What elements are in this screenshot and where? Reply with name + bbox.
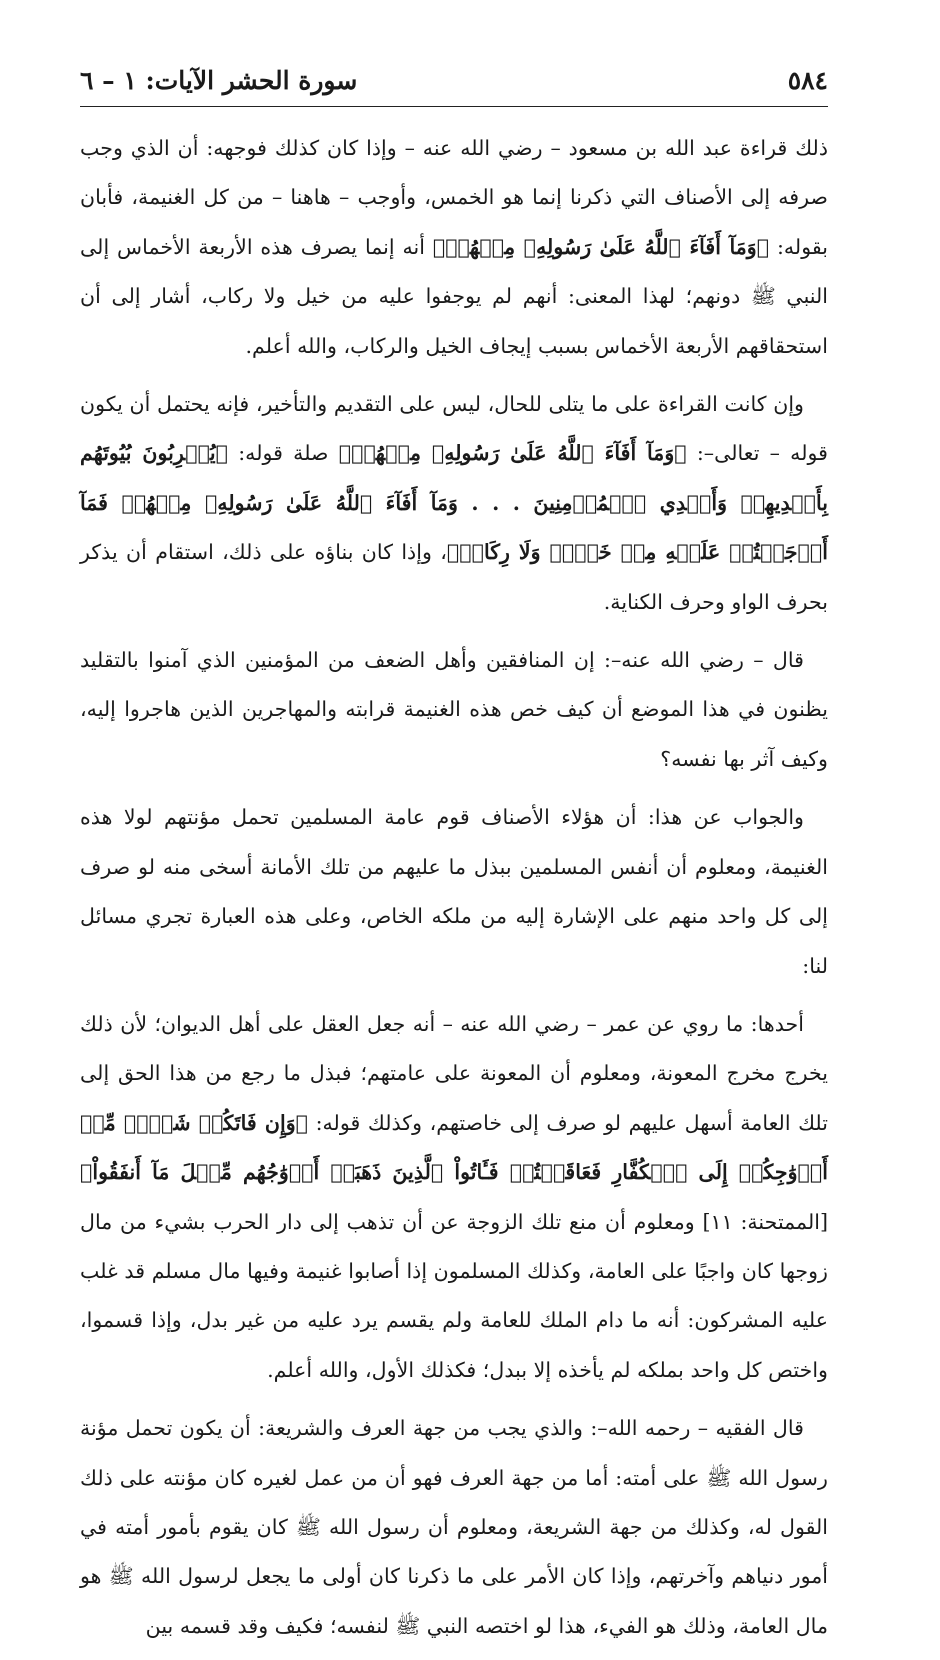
paragraph-text: قال الفقيه – رحمه الله–: والذي يجب من جهة العرف والشريعة: أن يكون تحمل مؤنة رسول الله ﷺ على أمته: أما من جهة العرف فهو أن من عمل لغيره كان مؤنته على ذلك القول له، وكذلك من جهة الشريعة، ومعلوم أن رسول الله ﷺ كان يقوم بأمور أمته في أمور دنياهم وآخرتهم، وإذا كان الأمر على ما ذكرنا كان أولى ما يجعل لرسول الله ﷺ هو مال العامة، وذلك هو الفيء، هذا لو اختصه النبي ﷺ لنفسه؛ فكيف وقد قسمه بين — [80, 1416, 828, 1638]
paragraph-text: وإن كانت القراءة على ما يتلى للحال، ليس على التقديم والتأخير، فإنه يحتمل أن يكون قوله – تعالى–: — [80, 392, 828, 466]
paragraph-text: والجواب عن هذا: أن هؤلاء الأصناف قوم عامة المسلمين تحمل مؤنتهم لولا هذه الغنيمة، ومعلوم أن أنفس المسلمين ببذل ما عليهم من تلك الأمانة أسخى منه لو صرف إلى كل واحد منهم على الإشارة إليه من ملكه الخاص، وعلى هذه العبارة تجري مسائل لنا: — [80, 805, 828, 978]
paragraph — [80, 124, 828, 371]
paragraph-text: [الممتحنة: ١١] ومعلوم أن منع تلك الزوجة عن أن تذهب إلى دار الحرب بشيء من مال زوجها كان واجبًا على العامة، وكذلك المسلمون إذا أصابوا غنيمة وفيها مال مسلم قد غلب عليه المشركون: أنه ما دام الملك للعامة ولم يقسم يرد عليه من غير بدل، وإذا قسموا، واختص كل واحد بملكه لم يأخذه إلا ببدل؛ فكذلك الأول، والله أعلم. — [80, 1209, 828, 1382]
quran-quote: ﴿وَمَآ أَفَآءَ ٱللَّهُ عَلَىٰ رَسُولِهِۦ مِنۡهُمۡ﴾ — [432, 234, 770, 259]
quran-quote: ﴿يُخۡرِبُونَ بُيُوتَهُم بِأَيۡدِيهِمۡ وَأَيۡدِي ٱلۡمُؤۡمِنِينَ . . . وَمَآ أَفَآءَ ٱللَّهُ عَلَىٰ رَسُولِهِۦ مِنۡهُمۡ فَمَآ أَوۡجَفۡتُمۡ عَلَيۡهِ مِنۡ خَيۡلٖ وَلَا رِكَابٖ﴾ — [80, 441, 828, 565]
paragraph-text: ذلك قراءة عبد الله بن مسعود – رضي الله عنه – وإذا كان كذلك فوجهه: أن الذي وجب صرفه إلى الأصناف التي ذكرنا إنما هو الخمس، وأوجب – هاهنا – من كل الغنيمة، فأبان بقوله: — [80, 136, 828, 259]
page-header — [80, 62, 828, 102]
paragraph — [80, 636, 828, 784]
paragraph — [80, 793, 828, 991]
running-title: سورة الحشر الآيات: ١ – ٦ — [80, 66, 358, 95]
paragraph — [80, 1404, 828, 1651]
paragraph-text: أحدها: ما روي عن عمر – رضي الله عنه – أنه جعل العقل على أهل الديوان؛ لأن ذلك يخرج مخرج المعونة، ومعلوم أن المعونة على عامتهم؛ فبذل ما رجع من هذا الحق إلى تلك العامة أسهل عليهم لو صرف إلى خاصتهم، وكذلك قوله: — [80, 1011, 828, 1135]
paragraph-text: أنه إنما يصرف هذه الأربعة الأخماس إلى النبي ﷺ دونهم؛ لهذا المعنى: أنهم لم يوجفوا عليه من خيل ولا ركاب، أشار إلى أن استحقاقهم الأربعة الأخماس بسبب إيجاف الخيل والركاب، والله أعلم. — [80, 234, 828, 358]
paragraph-text: ، وإذا كان بناؤه على ذلك، استقام أن يذكر بحرف الواو وحرف الكناية. — [80, 540, 828, 614]
paragraph-text: قال – رضي الله عنه–: إن المنافقين وأهل الضعف من المؤمنين الذي آمنوا بالتقليد يظنون في هذا الموضع أن كيف خص هذه الغنيمة قرابته والمهاجرين الذين هاجروا إليه، وكيف آثر بها نفسه؟ — [80, 648, 828, 771]
body-text — [80, 124, 828, 1660]
paragraph — [80, 380, 828, 627]
header-rule — [80, 106, 828, 107]
page-number: ٥٨٤ — [787, 66, 828, 95]
quran-quote: ﴿وَمَآ أَفَآءَ ٱللَّهُ عَلَىٰ رَسُولِهِۦ مِنۡهُمۡ﴾ — [338, 441, 687, 466]
paragraph-text: صلة قوله: — [228, 441, 339, 466]
quran-quote: ﴿وَإِن فَاتَكُمۡ شَيۡءٞ مِّنۡ أَزۡوَٰجِكُمۡ إِلَى ٱلۡكُفَّارِ فَعَاقَبۡتُمۡ فَـَٔاتُواْ ٱلَّذِينَ ذَهَبَتۡ أَزۡوَٰجُهُم مِّثۡلَ مَآ أَنفَقُواْ﴾ — [80, 1110, 828, 1185]
paragraph — [80, 1000, 828, 1395]
